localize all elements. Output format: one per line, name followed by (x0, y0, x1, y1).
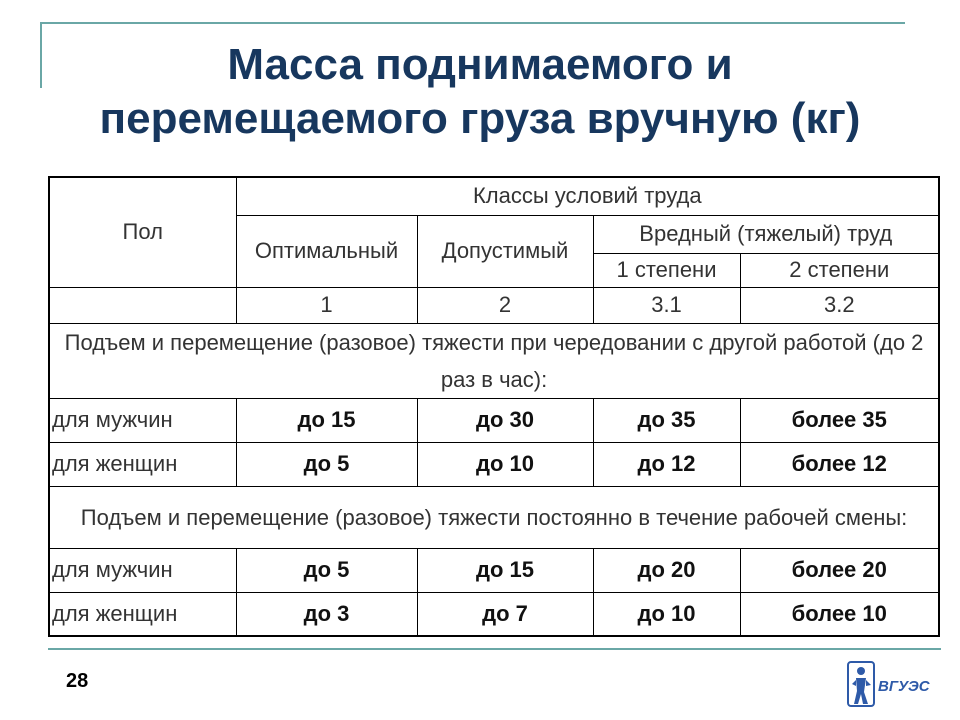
table-row (49, 592, 939, 636)
table-cell: до 5 (236, 548, 417, 592)
table-cell: более 20 (740, 548, 939, 592)
table-row (49, 548, 939, 592)
frame-line-top (40, 22, 905, 24)
table-cell: до 7 (417, 592, 593, 636)
header-dopust: Допустимый (417, 215, 593, 287)
header-optimal: Оптимальный (236, 215, 417, 287)
header-degree-1: 1 степени (593, 253, 740, 287)
logo-text: ВГУЭС (878, 678, 930, 695)
header-degree-2: 2 степени (740, 253, 939, 287)
table-cell: более 12 (740, 442, 939, 486)
logo-figure-icon (848, 662, 874, 706)
row-label: для женщин (49, 442, 236, 486)
row-label: для мужчин (49, 398, 236, 442)
table-cell: до 15 (417, 548, 593, 592)
table-cell: до 30 (417, 398, 593, 442)
table-row (49, 442, 939, 486)
table-cell: до 35 (593, 398, 740, 442)
table-cell: до 10 (593, 592, 740, 636)
table-cell: до 3 (236, 592, 417, 636)
header-vredny: Вредный (тяжелый) труд (593, 215, 939, 253)
page-number: 28 (66, 670, 89, 692)
table-cell: до 20 (593, 548, 740, 592)
header-classes: Классы условий труда (236, 177, 939, 215)
class-code: 2 (417, 287, 593, 323)
section-heading-alternating: Подъем и перемещение (разовое) тяжести при чередовании с другой работой (до 2 раз в час): (49, 323, 939, 398)
title-line-2: перемещаемого груза вручную (кг) (99, 94, 861, 143)
table-cell: более 10 (740, 592, 939, 636)
empty-cell (49, 287, 236, 323)
header-pol: Пол (49, 177, 236, 287)
title-line-1: Масса поднимаемого и (227, 40, 733, 89)
row-label: для женщин (49, 592, 236, 636)
section-heading-constant: Подъем и перемещение (разовое) тяжести постоянно в течение рабочей смены: (49, 486, 939, 548)
class-code: 3.1 (593, 287, 740, 323)
table-cell: до 15 (236, 398, 417, 442)
row-label: для мужчин (49, 548, 236, 592)
class-code: 3.2 (740, 287, 939, 323)
table-cell: до 5 (236, 442, 417, 486)
slide-title (0, 38, 960, 146)
table-row (49, 398, 939, 442)
frame-line-bottom (48, 648, 941, 650)
table-cell: до 10 (417, 442, 593, 486)
load-limits-table (48, 176, 940, 637)
table-cell: до 12 (593, 442, 740, 486)
class-code: 1 (236, 287, 417, 323)
table-cell: более 35 (740, 398, 939, 442)
university-logo (846, 658, 946, 710)
